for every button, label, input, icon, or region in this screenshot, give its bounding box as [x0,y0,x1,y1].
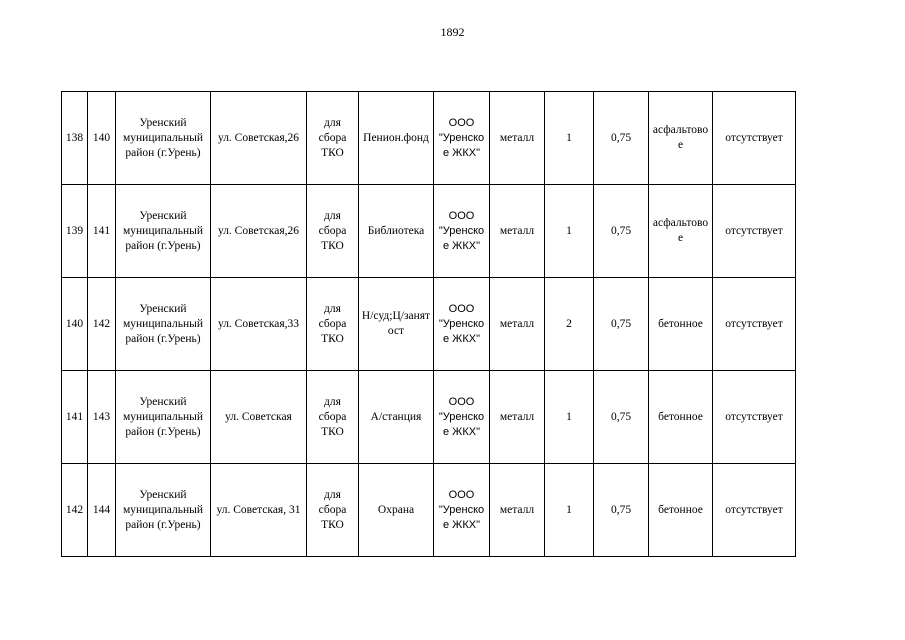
cell-district-line: район (г.Урень) [125,518,201,531]
cell-purpose-line: для [324,116,341,129]
table-row [62,92,796,185]
cell-purpose-line: ТКО [321,518,344,531]
cell-district-line: муниципальный [122,410,204,423]
cell-owner-line: е ЖКХ" [443,332,480,345]
cell-owner-line: "Уренско [438,224,485,237]
cell-object-line: Библиотека [367,224,425,237]
cell-material: металл [490,185,545,278]
cell-district-line: Уренский [139,116,187,129]
cell-owner-line: "Уренско [438,410,485,423]
cell-purpose [307,92,359,185]
cell-address: ул. Советская,33 [211,278,307,371]
cell-surface-line: бетонное [658,503,703,516]
cell-container-count: 1 [545,464,594,557]
cell-owner-line: "Уренско [438,503,485,516]
cell-address: ул. Советская,26 [211,185,307,278]
page-number: 1892 [440,25,465,39]
cell-fence: отсутствует [713,464,796,557]
cell-site-id: 141 [88,185,116,278]
cell-material: металл [490,371,545,464]
cell-container-count: 1 [545,371,594,464]
cell-owner-line: ООО [448,116,475,129]
cell-district [116,185,211,278]
cell-object-line: ост [387,325,405,337]
cell-district [116,371,211,464]
cell-fence: отсутствует [713,185,796,278]
cell-row-number: 141 [62,371,88,464]
cell-address: ул. Советская,26 [211,92,307,185]
cell-object-line: А/станция [370,410,422,423]
cell-object [359,185,434,278]
table-row [62,464,796,557]
cell-owner-line: ООО [448,302,475,315]
cell-owner-line: "Уренско [438,317,485,330]
table-row [62,371,796,464]
table-row [62,278,796,371]
cell-purpose-line: для [324,488,341,501]
cell-purpose-line: для [324,395,341,408]
cell-owner-line: ООО [448,209,475,222]
cell-purpose-line: сбора [318,317,347,330]
cell-object-line: Пенион.фонд [363,131,429,144]
cell-owner-line: е ЖКХ" [443,146,480,159]
cell-owner [434,464,490,557]
cell-district-line: Уренский [139,395,187,408]
cell-purpose-line: ТКО [321,425,344,438]
cell-surface [649,371,713,464]
cell-purpose-line: сбора [318,503,347,516]
cell-district-line: Уренский [139,209,187,222]
cell-purpose [307,464,359,557]
cell-container-volume: 0,75 [594,278,649,371]
cell-purpose-line: ТКО [321,239,344,252]
cell-purpose-line: для [324,209,341,222]
cell-purpose-line: ТКО [321,146,344,159]
cell-address: ул. Советская, 31 [211,464,307,557]
cell-owner-line: е ЖКХ" [443,425,480,438]
cell-site-id: 142 [88,278,116,371]
cell-purpose-line: сбора [318,410,347,423]
cell-purpose [307,185,359,278]
cell-district-line: район (г.Урень) [125,146,201,159]
cell-container-volume: 0,75 [594,371,649,464]
cell-container-volume: 0,75 [594,185,649,278]
cell-purpose-line: ТКО [321,332,344,345]
cell-surface [649,185,713,278]
cell-owner-line: е ЖКХ" [443,239,480,252]
cell-purpose-line: сбора [318,224,347,237]
cell-owner [434,278,490,371]
cell-site-id: 140 [88,92,116,185]
cell-surface [649,92,713,185]
cell-purpose-line: для [324,302,341,315]
cell-container-count: 1 [545,92,594,185]
cell-district [116,464,211,557]
cell-district-line: муниципальный [122,317,204,330]
cell-surface [649,278,713,371]
cell-district-line: Уренский [139,488,187,501]
waste-site-table [61,91,796,557]
cell-fence: отсутствует [713,278,796,371]
cell-district-line: Уренский [139,302,187,315]
cell-fence: отсутствует [713,371,796,464]
cell-object [359,92,434,185]
cell-container-count: 2 [545,278,594,371]
cell-district [116,278,211,371]
cell-object [359,464,434,557]
cell-owner-line: е ЖКХ" [443,518,480,531]
cell-row-number: 140 [62,278,88,371]
cell-surface-line: е [677,232,684,244]
cell-owner-line: "Уренско [438,131,485,144]
cell-material: металл [490,464,545,557]
cell-owner-line: ООО [448,395,475,408]
cell-row-number: 138 [62,92,88,185]
cell-object [359,371,434,464]
cell-container-count: 1 [545,185,594,278]
cell-district-line: муниципальный [122,131,204,144]
cell-material: металл [490,92,545,185]
cell-district-line: район (г.Урень) [125,239,201,252]
cell-purpose [307,371,359,464]
cell-district-line: муниципальный [122,503,204,516]
cell-surface-line: асфальтово [652,217,709,229]
cell-site-id: 143 [88,371,116,464]
cell-container-volume: 0,75 [594,92,649,185]
cell-purpose [307,278,359,371]
cell-surface-line: асфальтово [652,124,709,136]
cell-district [116,92,211,185]
cell-purpose-line: сбора [318,131,347,144]
cell-surface [649,464,713,557]
cell-site-id: 144 [88,464,116,557]
table-body [62,92,796,557]
cell-surface-line: е [677,139,684,151]
cell-address: ул. Советская [211,371,307,464]
cell-surface-line: бетонное [658,317,703,330]
cell-owner [434,185,490,278]
cell-row-number: 142 [62,464,88,557]
cell-district-line: район (г.Урень) [125,332,201,345]
cell-surface-line: бетонное [658,410,703,423]
cell-container-volume: 0,75 [594,464,649,557]
table-row [62,185,796,278]
cell-owner [434,92,490,185]
cell-district-line: муниципальный [122,224,204,237]
cell-district-line: район (г.Урень) [125,425,201,438]
cell-object-line: Н/суд;Ц/занят [361,310,431,322]
cell-object [359,278,434,371]
cell-material: металл [490,278,545,371]
cell-owner-line: ООО [448,488,475,501]
cell-object-line: Охрана [377,503,415,516]
cell-row-number: 139 [62,185,88,278]
cell-owner [434,371,490,464]
cell-fence: отсутствует [713,92,796,185]
